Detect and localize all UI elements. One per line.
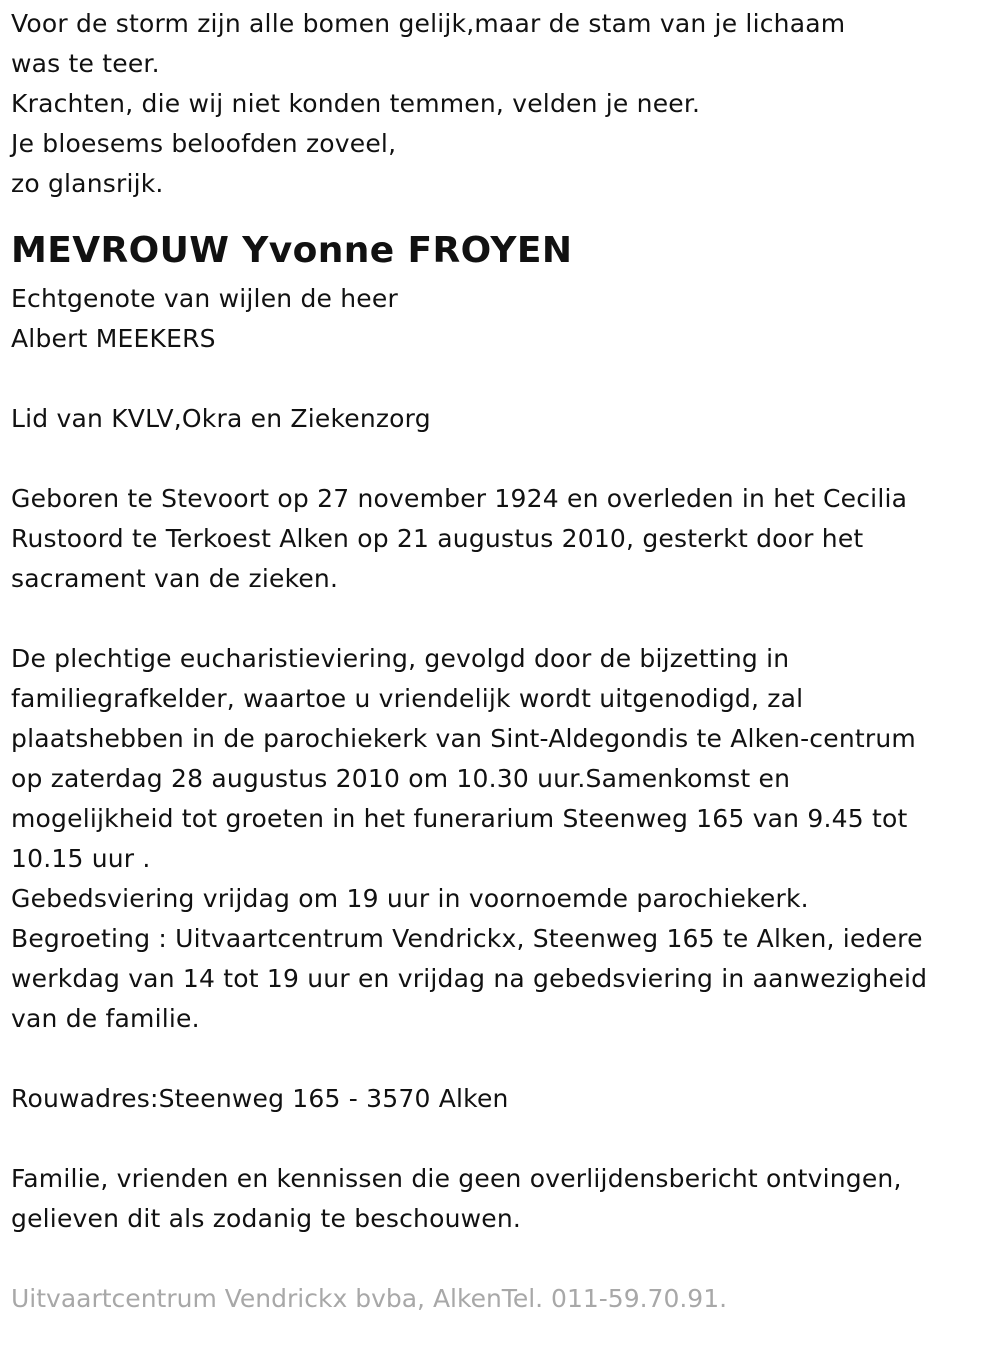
spouse-block [11,279,986,359]
poem-line: Voor de storm zijn alle bomen gelijk,maar de stam van je lichaam [11,9,846,38]
notice-block [11,1159,986,1239]
deceased-name: MEVROUW Yvonne FROYEN [11,230,573,271]
mourning-address: Rouwadres:Steenweg 165 - 3570 Alken [11,1084,509,1113]
ceremony-line: familiegrafkelder, waartoe u vriendelijk wordt uitgenodigd, zal [11,684,804,713]
birth-death-line: Geboren te Stevoort op 27 november 1924 en overleden in het Cecilia [11,484,908,513]
birth-death-block [11,479,986,599]
ceremony-line: werkdag van 14 tot 19 uur en vrijdag na gebedsviering in aanwezigheid [11,964,928,993]
spacer [11,359,986,399]
poem-line: zo glansrijk. [11,169,164,198]
membership-line: Lid van KVLV,Okra en Ziekenzorg [11,404,431,433]
poem-line: Je bloesems beloofden zoveel, [11,129,397,158]
ceremony-line: mogelijkheid tot groeten in het funerarium Steenweg 165 van 9.45 tot [11,804,908,833]
spacer [11,599,986,639]
spouse-line: Echtgenote van wijlen de heer [11,284,398,313]
birth-death-line: sacrament van de zieken. [11,564,339,593]
ceremony-line: Begroeting : Uitvaartcentrum Vendrickx, Steenweg 165 te Alken, iedere [11,924,923,953]
ceremony-block [11,639,986,1039]
funeral-home-footer: Uitvaartcentrum Vendrickx bvba, AlkenTel. 011-59.70.91. [11,1284,728,1313]
notice-line: gelieven dit als zodanig te beschouwen. [11,1204,522,1233]
spacer [11,439,986,479]
spacer [11,1119,986,1159]
ceremony-line: op zaterdag 28 augustus 2010 om 10.30 uur.Samenkomst en [11,764,791,793]
obituary-document [11,4,986,1319]
ceremony-line: 10.15 uur . [11,844,151,873]
spacer [11,1039,986,1079]
poem-line: was te teer. [11,49,160,78]
ceremony-line: De plechtige eucharistieviering, gevolgd door de bijzetting in [11,644,790,673]
notice-line: Familie, vrienden en kennissen die geen overlijdensbericht ontvingen, [11,1164,902,1193]
poem-line: Krachten, die wij niet konden temmen, velden je neer. [11,89,701,118]
ceremony-line: plaatshebben in de parochiekerk van Sint-Aldegondis te Alken-centrum [11,724,916,753]
birth-death-line: Rustoord te Terkoest Alken op 21 augustus 2010, gesterkt door het [11,524,864,553]
ceremony-line: van de familie. [11,1004,200,1033]
spouse-line: Albert MEEKERS [11,324,216,353]
poem-block [11,4,986,204]
ceremony-line: Gebedsviering vrijdag om 19 uur in voornoemde parochiekerk. [11,884,809,913]
